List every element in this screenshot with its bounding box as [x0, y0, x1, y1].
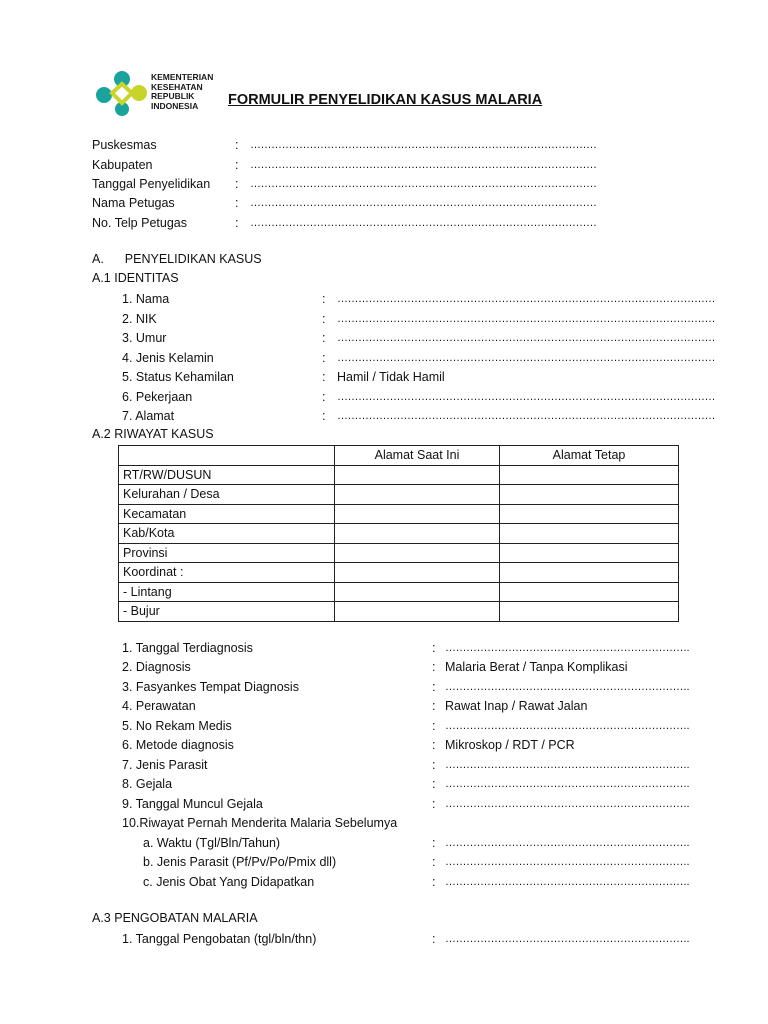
table-row-label: Kecamatan: [119, 504, 335, 524]
field-label: 5. No Rekam Medis: [122, 719, 232, 733]
field-label: 7. Alamat: [122, 409, 175, 423]
fill-in-line[interactable]: …………………………………………………………….: [445, 876, 690, 888]
fill-in-line[interactable]: ………………………………………………………………………………………………: [337, 391, 715, 403]
alamat-tetap-cell[interactable]: [500, 563, 679, 583]
a2-heading: A.2 RIWAYAT KASUS: [92, 427, 214, 441]
table-header-cell: [119, 446, 335, 466]
identitas-row: [0, 407, 768, 426]
fill-in-line[interactable]: ………………………………………………………………………………………………: [337, 332, 715, 344]
header-field-row: [0, 175, 768, 194]
field-label: 8. Gejala: [122, 777, 173, 791]
field-colon: :: [432, 777, 436, 791]
identitas-row: [0, 388, 768, 407]
field-colon: :: [322, 292, 326, 306]
riwayat-item-row: [0, 756, 768, 775]
alamat-saat-ini-cell[interactable]: [335, 485, 500, 505]
field-colon: :: [322, 409, 326, 423]
field-label: a. Waktu (Tgl/Bln/Tahun): [143, 836, 281, 850]
table-row: [119, 524, 679, 544]
riwayat-item-row: [0, 795, 768, 814]
field-label: 4. Perawatan: [122, 699, 196, 713]
field-label: 1. Nama: [122, 292, 170, 306]
field-label: 10.Riwayat Pernah Menderita Malaria Sebelumya: [122, 816, 398, 830]
fill-in-line[interactable]: …………………………………………………………….: [445, 642, 690, 654]
fill-in-line[interactable]: …………………………………………………………….: [445, 837, 690, 849]
riwayat-item-row: [0, 639, 768, 658]
table-row-label: Koordinat :: [119, 563, 335, 583]
field-label: 6. Pekerjaan: [122, 390, 193, 404]
identitas-row: [0, 368, 768, 387]
table-row-label: RT/RW/DUSUN: [119, 465, 335, 485]
identitas-row: [0, 290, 768, 309]
logo-line: INDONESIA: [151, 100, 199, 111]
table-row: [119, 543, 679, 563]
table-header-cell: Alamat Tetap: [500, 446, 679, 466]
alamat-saat-ini-cell[interactable]: [335, 563, 500, 583]
fill-in-line[interactable]: ………………………………………………………………………………………: [250, 178, 597, 190]
riwayat-item-row: [0, 775, 768, 794]
pengobatan-item-row: [0, 930, 768, 949]
field-colon: :: [235, 138, 239, 152]
field-colon: :: [432, 641, 436, 655]
field-label: 4. Jenis Kelamin: [122, 351, 214, 365]
section-a-heading: [92, 252, 262, 266]
alamat-saat-ini-cell[interactable]: [335, 602, 500, 622]
table-row: [119, 485, 679, 505]
alamat-tetap-cell[interactable]: [500, 465, 679, 485]
riwayat-item-row: [0, 834, 768, 853]
alamat-saat-ini-cell[interactable]: [335, 504, 500, 524]
field-label: 1. Tanggal Terdiagnosis: [122, 641, 253, 655]
fill-in-line[interactable]: ………………………………………………………………………………………………: [337, 293, 715, 305]
field-colon: :: [432, 875, 436, 889]
logo-line: REPUBLIK: [151, 91, 195, 101]
riwayat-item-row: [0, 697, 768, 716]
table-header-row: [119, 446, 679, 466]
field-label: 5. Status Kehamilan: [122, 370, 234, 384]
field-label: Kabupaten: [92, 158, 153, 172]
alamat-tetap-cell[interactable]: [500, 504, 679, 524]
fill-in-line[interactable]: ………………………………………………………………………………………………: [337, 410, 715, 422]
field-value[interactable]: Hamil / Tidak Hamil: [337, 370, 445, 384]
field-colon: :: [432, 738, 436, 752]
riwayat-item-row: [0, 853, 768, 872]
field-label: 7. Jenis Parasit: [122, 758, 208, 772]
field-colon: :: [235, 177, 239, 191]
table-row: [119, 602, 679, 622]
field-colon: :: [432, 932, 436, 946]
fill-in-line[interactable]: ………………………………………………………………………………………: [250, 197, 597, 209]
alamat-tetap-cell[interactable]: [500, 582, 679, 602]
alamat-saat-ini-cell[interactable]: [335, 543, 500, 563]
kemenkes-logo: [95, 70, 213, 116]
fill-in-line[interactable]: ………………………………………………………………………………………………: [337, 313, 715, 325]
field-colon: :: [322, 370, 326, 384]
table-row-label: - Bujur: [119, 602, 335, 622]
fill-in-line[interactable]: …………………………………………………………….: [445, 798, 690, 810]
field-label: 3. Umur: [122, 331, 167, 345]
header-field-row: [0, 194, 768, 213]
header-field-row: [0, 156, 768, 175]
riwayat-address-table: [118, 445, 679, 622]
field-label: 3. Fasyankes Tempat Diagnosis: [122, 680, 299, 694]
logo-line: KESEHATAN: [151, 81, 203, 92]
identitas-row: [0, 310, 768, 329]
field-colon: :: [432, 758, 436, 772]
fill-in-line[interactable]: …………………………………………………………….: [445, 759, 690, 771]
fill-in-line[interactable]: ………………………………………………………………………………………: [250, 159, 597, 171]
field-label: 9. Tanggal Muncul Gejala: [122, 797, 263, 811]
field-colon: :: [432, 855, 436, 869]
field-colon: :: [432, 680, 436, 694]
a1-heading: A.1 IDENTITAS: [92, 271, 179, 285]
section-letter: A.: [92, 252, 104, 266]
section-title: PENYELIDIKAN KASUS: [124, 252, 262, 266]
field-colon: :: [322, 351, 326, 365]
alamat-saat-ini-cell[interactable]: [335, 465, 500, 485]
field-label: b. Jenis Parasit (Pf/Pv/Po/Pmix dll): [143, 855, 337, 869]
fill-in-line[interactable]: …………………………………………………………….: [445, 933, 690, 945]
alamat-tetap-cell[interactable]: [500, 485, 679, 505]
table-row: [119, 563, 679, 583]
fill-in-line[interactable]: ………………………………………………………………………………………: [250, 139, 597, 151]
field-colon: :: [432, 699, 436, 713]
field-label: 1. Tanggal Pengobatan (tgl/bln/thn): [122, 932, 317, 946]
field-label: 6. Metode diagnosis: [122, 738, 234, 752]
identitas-row: [0, 349, 768, 368]
fill-in-line[interactable]: …………………………………………………………….: [445, 720, 690, 732]
field-colon: :: [235, 216, 239, 230]
field-label: c. Jenis Obat Yang Didapatkan: [143, 875, 315, 889]
field-label: Tanggal Penyelidikan: [92, 177, 211, 191]
table-row-label: Kelurahan / Desa: [119, 485, 335, 505]
fill-in-line[interactable]: …………………………………………………………….: [445, 778, 690, 790]
fill-in-line[interactable]: ………………………………………………………………………………………: [250, 217, 597, 229]
table-row-label: Provinsi: [119, 543, 335, 563]
identitas-row: [0, 329, 768, 348]
table-row: [119, 504, 679, 524]
alamat-saat-ini-cell[interactable]: [335, 524, 500, 544]
field-colon: :: [322, 312, 326, 326]
header-field-row: [0, 136, 768, 155]
field-label: 2. Diagnosis: [122, 660, 191, 674]
fill-in-line[interactable]: …………………………………………………………….: [445, 856, 690, 868]
riwayat-item-row: [0, 717, 768, 736]
riwayat-item-row: [0, 658, 768, 677]
field-colon: :: [235, 196, 239, 210]
field-value[interactable]: Mikroskop / RDT / PCR: [445, 738, 575, 752]
kemenkes-emblem-icon: [95, 70, 149, 116]
a3-heading: A.3 PENGOBATAN MALARIA: [92, 911, 258, 925]
alamat-saat-ini-cell[interactable]: [335, 582, 500, 602]
riwayat-item-row: [0, 814, 768, 833]
field-colon: :: [432, 660, 436, 674]
logo-line: KEMENTERIAN: [151, 72, 214, 82]
alamat-tetap-cell[interactable]: [500, 524, 679, 544]
logo-text: [151, 73, 213, 111]
field-label: Nama Petugas: [92, 196, 175, 210]
field-colon: :: [432, 797, 436, 811]
table-row: [119, 465, 679, 485]
fill-in-line[interactable]: …………………………………………………………….: [445, 681, 690, 693]
table-row: [119, 582, 679, 602]
alamat-tetap-cell[interactable]: [500, 602, 679, 622]
riwayat-item-row: [0, 873, 768, 892]
table-row-label: Kab/Kota: [119, 524, 335, 544]
riwayat-item-row: [0, 736, 768, 755]
riwayat-item-row: [0, 678, 768, 697]
field-label: 2. NIK: [122, 312, 157, 326]
field-label: No. Telp Petugas: [92, 216, 187, 230]
field-colon: :: [432, 836, 436, 850]
field-value[interactable]: Malaria Berat / Tanpa Komplikasi: [445, 660, 628, 674]
field-colon: :: [322, 390, 326, 404]
field-value[interactable]: Rawat Inap / Rawat Jalan: [445, 699, 588, 713]
field-colon: :: [432, 719, 436, 733]
alamat-tetap-cell[interactable]: [500, 543, 679, 563]
table-row-label: - Lintang: [119, 582, 335, 602]
fill-in-line[interactable]: ………………………………………………………………………………………………: [337, 352, 715, 364]
field-colon: :: [235, 158, 239, 172]
field-colon: :: [322, 331, 326, 345]
form-title: FORMULIR PENYELIDIKAN KASUS MALARIA: [228, 92, 543, 108]
field-label: Puskesmas: [92, 138, 157, 152]
table-header-cell: Alamat Saat Ini: [335, 446, 500, 466]
header-field-row: [0, 214, 768, 233]
